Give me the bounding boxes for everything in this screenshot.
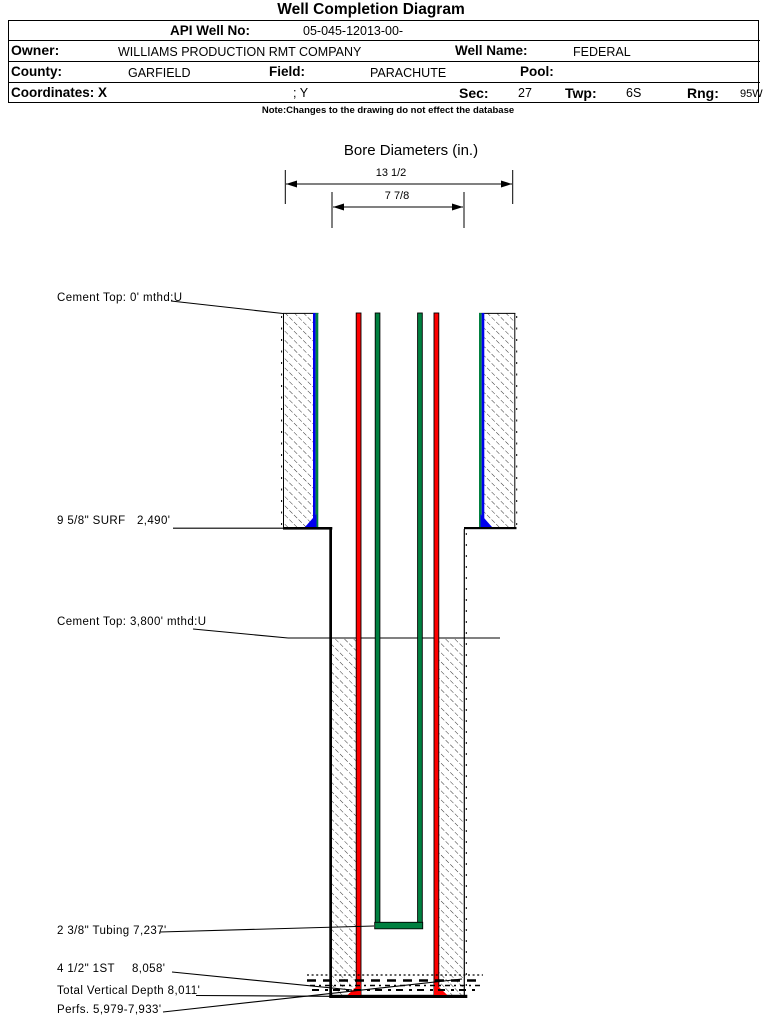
owner-value: WILLIAMS PRODUCTION RMT COMPANY <box>118 45 362 59</box>
production-casing-depth: 8,058' <box>132 962 166 975</box>
api-well-no-value: 05-045-12013-00- <box>303 24 404 38</box>
borehole-bottom <box>329 995 467 998</box>
cement-top-surface-label: Cement Top: 0' mthd:U <box>57 291 183 304</box>
arrow-left-icon <box>286 181 297 188</box>
pool-label: Pool: <box>520 63 554 79</box>
surface-casing-pipe <box>313 313 316 527</box>
rng-value: 95W <box>740 88 763 100</box>
arrow-right-icon <box>452 204 463 211</box>
page-title: Well Completion Diagram <box>277 1 465 18</box>
cement-annulus-left <box>332 638 356 995</box>
cement-boundary-line <box>316 313 319 527</box>
tubing-right <box>418 313 423 923</box>
twp-value: 6S <box>626 86 642 100</box>
bore-diameters-title: Bore Diameters (in.) <box>343 141 479 159</box>
casing-step-left <box>283 527 332 530</box>
cement-boundary-line <box>479 313 482 527</box>
field-label: Field: <box>269 63 305 79</box>
field-value: PARACHUTE <box>370 65 447 80</box>
perforations-label: Perfs. 5,979-7,933' <box>57 1004 162 1016</box>
coordinates-y-label: ; Y <box>293 85 309 100</box>
tubing-bottom <box>375 922 423 929</box>
coordinates-label: Coordinates: X <box>11 84 108 100</box>
total-vertical-depth-label: Total Vertical Depth 8,011' <box>57 985 201 997</box>
sec-value: 27 <box>518 86 532 100</box>
production-cement <box>288 638 500 995</box>
arrow-right-icon <box>501 181 512 188</box>
api-well-no-label: API Well No: <box>170 22 251 38</box>
production-casing <box>356 313 439 995</box>
surface-casing-depth: 2,490' <box>137 515 171 527</box>
tubing-left <box>375 313 380 923</box>
cement-annulus-right <box>439 638 464 995</box>
rng-label: Rng: <box>687 84 719 101</box>
surface-casing-label: 9 5/8" SURF <box>57 515 126 527</box>
database-note: Note:Changes to the drawing do not effect the database <box>261 104 515 116</box>
production-casing-right <box>434 313 439 995</box>
twp-label: Twp: <box>565 84 597 101</box>
outer-diameter-value: 13 1/2 <box>375 166 407 179</box>
tubing-string <box>375 313 423 929</box>
sec-label: Sec: <box>459 84 489 101</box>
inner-diameter-value: 7 7/8 <box>384 189 410 202</box>
surface-casing-left <box>282 313 319 527</box>
leader-cement-top-production <box>193 629 288 638</box>
surface-casing-pipe <box>482 313 485 527</box>
county-value: GARFIELD <box>128 65 191 80</box>
surface-casing-right <box>479 313 517 527</box>
cement-top-production-label: Cement Top: 3,800' mthd:U <box>57 616 207 628</box>
leader-cement-top-surface <box>171 301 283 314</box>
owner-label: Owner: <box>11 42 60 58</box>
casing-step-right <box>464 527 517 529</box>
well-name-label: Well Name: <box>455 43 528 58</box>
production-casing-label: 4 1/2" 1ST <box>57 962 115 975</box>
arrow-left-icon <box>333 204 344 211</box>
well-name-value: FEDERAL <box>573 45 631 59</box>
production-casing-left <box>356 313 361 995</box>
tubing-label: 2 3/8" Tubing 7,237' <box>57 924 167 937</box>
county-label: County: <box>11 63 62 79</box>
